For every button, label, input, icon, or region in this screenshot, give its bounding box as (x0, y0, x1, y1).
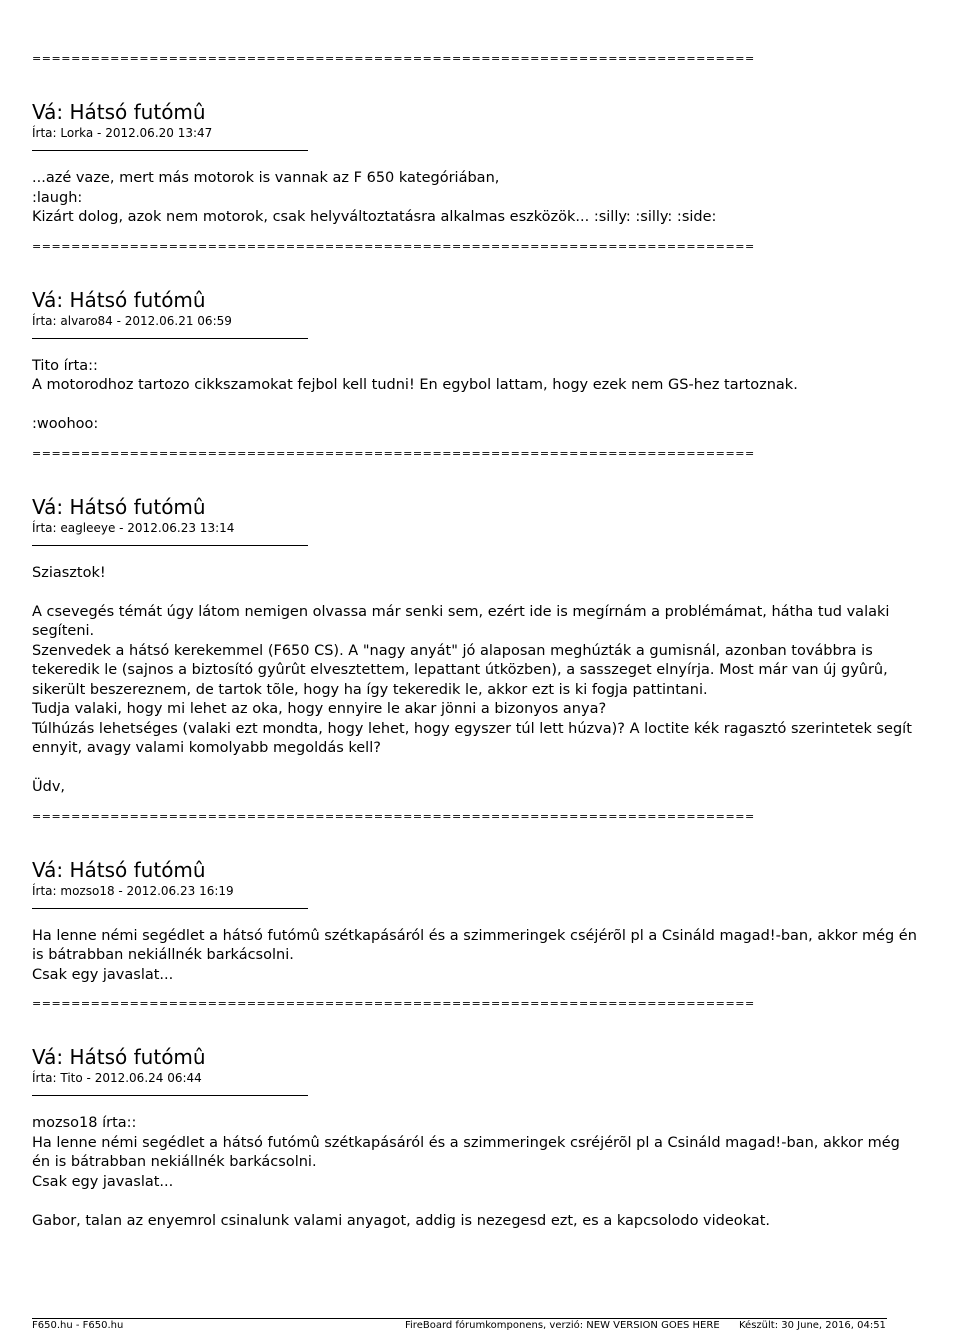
post (32, 1045, 922, 1231)
post-text: Csak egy javaslat... (32, 966, 174, 983)
page-footer (32, 1318, 887, 1331)
post-body (32, 564, 922, 798)
post-text: ...azé vaze, mert más motorok is vannak az F 650 kategóriában, (32, 170, 500, 186)
post-meta: Írta: Tito - 2012.06.24 06:44 (32, 1071, 202, 1085)
blank-line (32, 759, 922, 779)
post-text: Sziasztok! (32, 564, 106, 581)
divider (32, 1095, 308, 1096)
post-body (32, 1114, 922, 1231)
post-title: Vá: Hátsó futómû (32, 1045, 206, 1069)
post-text: Túlhúzás lehetséges (valaki ezt mondta, hogy lehet, hogy egyszer túl lett húzva)? A loctite kék ragasztó szerintetek segít ennyit, avagy valami komolyabb megoldás kell? (32, 720, 912, 756)
post-body (32, 927, 922, 986)
post-text: Ha lenne némi segédlet a hátsó futómû szétkapásáról és a szimmeringek cséjérõl pl a Csináld magad!-ban, akkor még én is bátrabban nekiállnék barkácsolni. (32, 927, 917, 963)
post-meta: Írta: mozso18 - 2012.06.23 16:19 (32, 883, 234, 898)
emoticon-text: :laugh: (32, 189, 83, 206)
quote-author: Tito írta:: (32, 357, 98, 374)
separator: ========================================================================== (32, 997, 755, 1010)
divider (32, 150, 308, 151)
post-text: Kizárt dolog, azok nem motorok, csak helyváltoztatásra alkalmas eszközök... :silly: :silly: :side: (32, 209, 717, 225)
post (32, 858, 922, 986)
divider (32, 908, 308, 909)
emoticon-text: :woohoo: (32, 416, 99, 432)
quote-author: mozso18 írta:: (32, 1115, 137, 1131)
post-title: Vá: Hátsó futómû (32, 857, 206, 882)
separator: ========================================================================== (32, 809, 755, 823)
post-meta: Írta: Lorka - 2012.06.20 13:47 (32, 126, 213, 140)
post (32, 495, 922, 798)
post-body (32, 357, 922, 435)
post-title: Vá: Hátsó futómû (32, 287, 206, 312)
post-text: Üdv, (32, 779, 66, 795)
post (32, 100, 922, 228)
separator: ========================================================================== (32, 52, 755, 65)
post-meta: Írta: eagleeye - 2012.06.23 13:14 (32, 520, 235, 535)
forum-thread (32, 52, 922, 1243)
blank-line (32, 583, 922, 603)
quote-text: Csak egy javaslat... (32, 1173, 174, 1190)
quote-text: Ha lenne némi segédlet a hátsó futómû szétkapásáról és a szimmeringek csréjérõl pl a Csináld magad!-ban, akkor még én is bátrabban nekiállnék barkácsolni. (32, 1134, 900, 1170)
separator: ========================================================================== (32, 446, 755, 460)
post-meta: Írta: alvaro84 - 2012.06.21 06:59 (32, 313, 232, 328)
divider (32, 545, 308, 546)
post-text: A csevegés témát úgy látom nemigen olvassa már senki sem, ezért ide is megírnám a problémámat, hátha tud valaki segíteni. (32, 603, 890, 639)
blank-line (32, 396, 922, 416)
post-text: Gabor, talan az enyemrol csinalunk valami anyagot, addig is nezegesd ezt, es a kapcsolodo videokat. (32, 1212, 770, 1229)
post-text: Szenvedek a hátsó kerekemmel (F650 CS). A "nagy anyát" jó alaposan meghúzták a gumisnál, azonban továbbra is tekeredik le (sajnos a biztosító gyûrût elvesztettem, lepattant útközben), a sasszeget elnyírja. Most már van új gyûrû, sikerült beszereznem, de tartok tõle, hogy ha így tekeredik le, akkor ezt is ki fogja pattintani. (32, 642, 888, 698)
footer-generated: Készült: 30 June, 2016, 04:51 (739, 1320, 886, 1331)
post-title: Vá: Hátsó futómû (32, 494, 206, 519)
post (32, 288, 922, 435)
footer-component: FireBoard fórumkomponens, verzió: NEW VERSION GOES HERE (405, 1320, 720, 1331)
post-text: Tudja valaki, hogy mi lehet az oka, hogy ennyire le akar jönni a bizonyos anya? (32, 701, 607, 717)
post-title: Vá: Hátsó futómû (32, 100, 206, 124)
blank-line (32, 1192, 922, 1212)
footer-site: F650.hu - F650.hu (32, 1320, 124, 1331)
quote-text: A motorodhoz tartozo cikkszamokat fejbol kell tudni! En egybol lattam, hogy ezek nem GS-hez tartoznak. (32, 377, 798, 393)
post-body (32, 169, 922, 228)
separator: ========================================================================== (32, 239, 755, 253)
divider (32, 338, 308, 339)
